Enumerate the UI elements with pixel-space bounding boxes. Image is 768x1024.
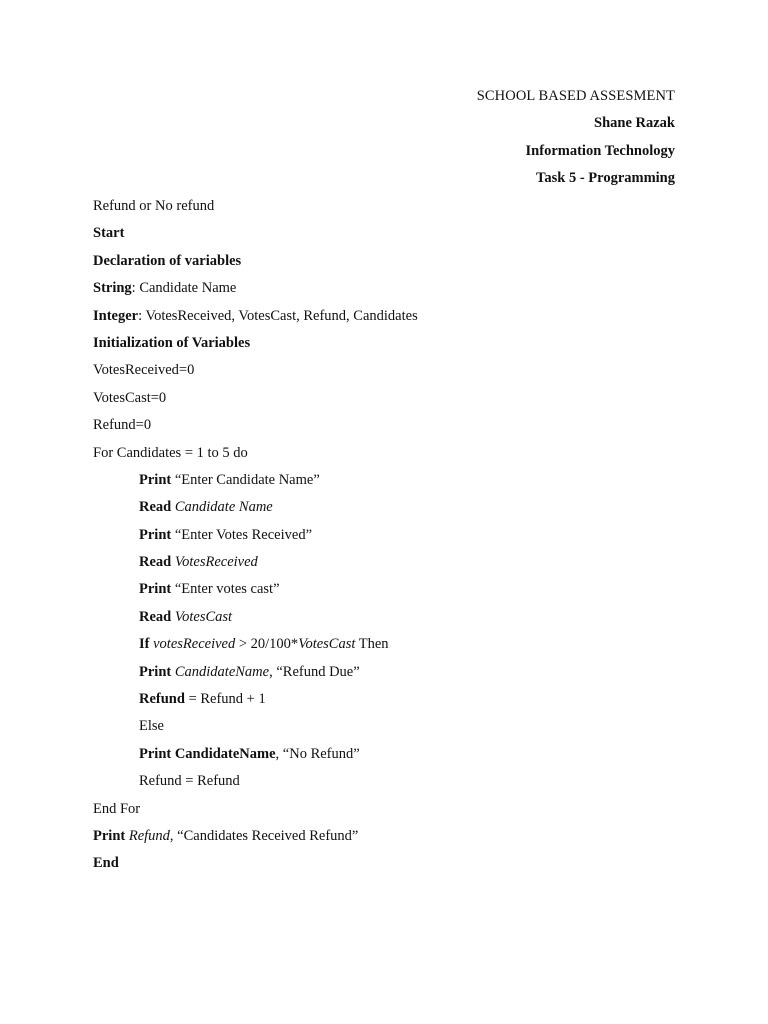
keyword: String (93, 280, 132, 297)
pseudocode-line (93, 770, 708, 797)
keyword: Start (93, 225, 125, 242)
pseudocode-line (93, 551, 708, 578)
keyword: Refund (139, 691, 185, 708)
keyword: Integer (93, 307, 139, 324)
keyword: Read (139, 499, 172, 516)
pseudocode-line (93, 633, 708, 660)
keyword: Declaration of variables (93, 252, 242, 269)
keyword: Print CandidateName (139, 745, 276, 762)
code-text: “Enter Candidate Name” (171, 471, 320, 488)
pseudocode-line (93, 852, 708, 879)
pseudocode-line (93, 195, 708, 222)
code-text: Then (355, 636, 389, 653)
document-title: SCHOOL BASED ASSESMENT (476, 88, 675, 104)
code-text: : VotesReceived, VotesCast, Refund, Candidates (138, 307, 418, 324)
pseudocode-line (93, 277, 708, 304)
pseudocode-line (93, 414, 708, 441)
code-text: Else (139, 718, 164, 735)
pseudocode-line (93, 222, 708, 249)
pseudocode-line (93, 305, 708, 332)
pseudocode-line (93, 743, 708, 770)
document-header (477, 85, 675, 195)
pseudocode-line (93, 661, 708, 688)
author-name: Shane Razak (594, 115, 675, 132)
code-text: , “Candidates Received Refund” (169, 827, 359, 844)
pseudocode-line (93, 606, 708, 633)
pseudocode-line (93, 825, 708, 852)
code-text: > 20/100* (235, 636, 299, 653)
variable-name: VotesReceived (174, 554, 258, 571)
code-text: For Candidates = 1 to 5 do (93, 444, 248, 461)
pseudocode-line (93, 578, 708, 605)
keyword: Print (139, 471, 172, 488)
code-text: “Enter Votes Received” (171, 526, 313, 543)
code-text: Refund=0 (93, 417, 152, 434)
pseudocode-line (93, 250, 708, 277)
variable-name: VotesCast (298, 636, 356, 653)
variable-name: Refund (128, 827, 170, 844)
keyword: End (93, 855, 119, 872)
task-title: Task 5 - Programming (536, 170, 675, 187)
pseudocode-line (93, 387, 708, 414)
pseudocode-line (93, 688, 708, 715)
variable-name: Candidate Name (174, 499, 273, 516)
code-text: , “Refund Due” (269, 663, 360, 680)
variable-name: votesReceived (153, 636, 236, 653)
code-text: , “No Refund” (275, 745, 360, 762)
code-text: = Refund + 1 (184, 691, 266, 708)
subject-name: Information Technology (525, 142, 675, 159)
code-text: VotesCast=0 (93, 389, 167, 406)
pseudocode-line (93, 524, 708, 551)
keyword: Initialization of Variables (93, 334, 251, 351)
keyword: Read (139, 554, 172, 571)
keyword: If (139, 636, 150, 653)
variable-name: VotesCast (174, 608, 233, 625)
keyword: Print (93, 827, 126, 844)
keyword: Read (139, 608, 172, 625)
code-text: “Enter votes cast” (171, 581, 280, 598)
code-text: Refund or No refund (93, 198, 215, 214)
keyword: Print (139, 663, 172, 680)
code-text: VotesReceived=0 (93, 362, 195, 379)
code-text: Refund = Refund (139, 773, 240, 790)
keyword: Print (139, 581, 172, 598)
pseudocode-line (93, 359, 708, 386)
pseudocode-line (93, 715, 708, 742)
variable-name: CandidateName (174, 663, 270, 680)
pseudocode-line (93, 442, 708, 469)
pseudocode-line (93, 332, 708, 359)
pseudocode-line (93, 469, 708, 496)
pseudocode-body (93, 195, 708, 880)
pseudocode-line (93, 798, 708, 825)
code-text: : Candidate Name (131, 280, 237, 297)
pseudocode-line (93, 496, 708, 523)
keyword: Print (139, 526, 172, 543)
code-text: End For (93, 800, 141, 817)
